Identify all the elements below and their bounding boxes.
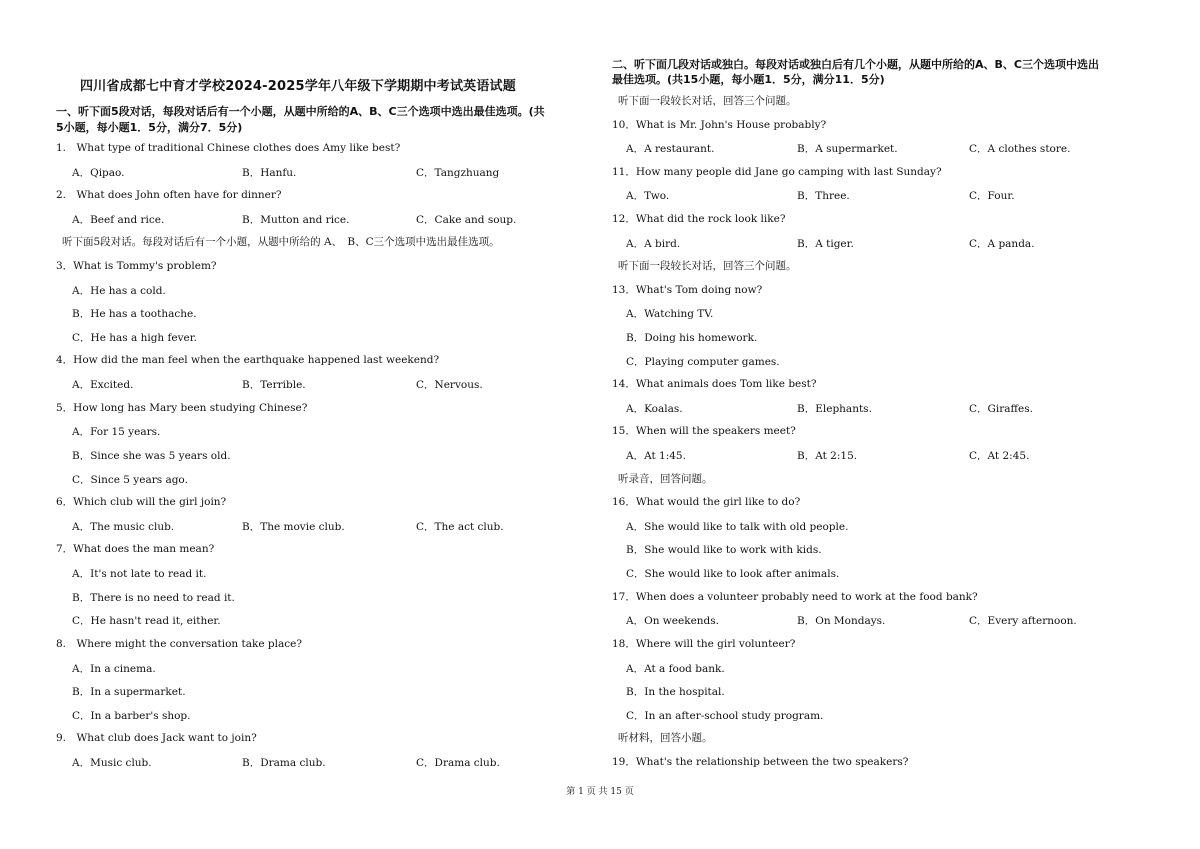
instruction-recording: 听录音，回答问题。: [618, 473, 713, 485]
page-title: 四川省成都七中育才学校2024-2025学年八年级下学期期中考试英语试题: [80, 79, 516, 94]
q6-option-a: A．The music club.: [72, 521, 175, 533]
q1-option-a: A．Qipao.: [72, 167, 125, 179]
question-8: 8. Where might the conversation take place?: [56, 638, 302, 650]
q2-option-b: B．Mutton and rice.: [242, 214, 350, 226]
q17-option-a: A．On weekends.: [626, 615, 719, 627]
q16-option-b: B．She would like to work with kids.: [626, 544, 822, 556]
q18-option-a: A．At a food bank.: [626, 663, 725, 675]
q17-option-c: C．Every afternoon.: [969, 615, 1077, 627]
question-1: 1. What type of traditional Chinese clothes does Amy like best?: [56, 142, 401, 154]
q11-option-b: B．Three.: [797, 190, 850, 202]
q14-option-b: B．Elephants.: [797, 403, 872, 415]
q9-option-b: B．Drama club.: [242, 757, 326, 769]
page-footer: 第 1 页 共 15 页: [566, 787, 634, 797]
q5-option-b: B．Since she was 5 years old.: [72, 450, 231, 462]
q15-option-b: B．At 2:15.: [797, 450, 858, 462]
q4-option-c: C．Nervous.: [416, 379, 483, 391]
section-2-heading-cont: 最佳选项。(共15小题，每小题1．5分，满分11．5分): [612, 73, 885, 86]
q11-option-a: A．Two.: [626, 190, 670, 202]
q2-option-a: A．Beef and rice.: [72, 214, 165, 226]
q8-option-c: C．In a barber's shop.: [72, 710, 191, 722]
q12-option-c: C．A panda.: [969, 238, 1035, 250]
q7-option-b: B．There is no need to read it.: [72, 592, 235, 604]
question-5: 5．How long has Mary been studying Chinese?: [56, 402, 308, 414]
q16-option-a: A．She would like to talk with old people.: [626, 521, 849, 533]
q1-option-c: C．Tangzhuang: [416, 167, 500, 179]
instruction-2: 听下面5段对话。每段对话后有一个小题，从题中所给的 A、 B、C三个选项中选出最佳选项。: [62, 236, 500, 248]
q9-option-a: A．Music club.: [72, 757, 152, 769]
question-14: 14．What animals does Tom like best?: [612, 378, 817, 390]
question-3: 3．What is Tommy's problem?: [56, 260, 217, 272]
question-4: 4．How did the man feel when the earthquake happened last weekend?: [56, 354, 440, 366]
question-16: 16．What would the girl like to do?: [612, 496, 801, 508]
question-19: 19．What's the relationship between the two speakers?: [612, 756, 909, 768]
q8-option-a: A．In a cinema.: [72, 663, 156, 675]
q14-option-c: C．Giraffes.: [969, 403, 1033, 415]
q11-option-c: C．Four.: [969, 190, 1015, 202]
q5-option-a: A．For 15 years.: [72, 426, 161, 438]
q7-option-a: A．It's not late to read it.: [72, 568, 207, 580]
q6-option-c: C．The act club.: [416, 521, 504, 533]
question-15: 15．When will the speakers meet?: [612, 425, 796, 437]
q18-option-c: C．In an after-school study program.: [626, 710, 824, 722]
question-2: 2. What does John often have for dinner?: [56, 189, 282, 201]
q16-option-c: C．She would like to look after animals.: [626, 568, 840, 580]
instruction-material: 听材料，回答小题。: [618, 732, 713, 744]
question-10: 10．What is Mr. John's House probably?: [612, 119, 827, 131]
q1-option-b: B．Hanfu.: [242, 167, 297, 179]
q10-option-b: B．A supermarket.: [797, 143, 898, 155]
q13-option-a: A．Watching TV.: [626, 308, 714, 320]
question-17: 17．When does a volunteer probably need to work at the food bank?: [612, 591, 978, 603]
question-13: 13．What's Tom doing now?: [612, 284, 763, 296]
q2-option-c: C．Cake and soup.: [416, 214, 517, 226]
q5-option-c: C．Since 5 years ago.: [72, 474, 188, 486]
q3-option-c: C．He has a high fever.: [72, 332, 197, 344]
q13-option-c: C．Playing computer games.: [626, 356, 780, 368]
q4-option-a: A．Excited.: [72, 379, 134, 391]
instruction-long-dialogue-2: 听下面一段较长对话，回答三个问题。: [618, 260, 797, 272]
q3-option-a: A．He has a cold.: [72, 285, 166, 297]
section-1-heading: 一、听下面5段对话，每段对话后有一个小题，从题中所给的A、B、C三个选项中选出最佳选项。(共: [56, 105, 545, 118]
q12-option-a: A．A bird.: [626, 238, 681, 250]
section-1-heading-cont: 5小题，每小题1．5分，满分7．5分): [56, 121, 243, 134]
question-18: 18．Where will the girl volunteer?: [612, 638, 796, 650]
q17-option-b: B．On Mondays.: [797, 615, 886, 627]
question-6: 6．Which club will the girl join?: [56, 496, 227, 508]
q15-option-a: A．At 1:45.: [626, 450, 686, 462]
q4-option-b: B．Terrible.: [242, 379, 306, 391]
instruction-long-dialogue-1: 听下面一段较长对话，回答三个问题。: [618, 95, 797, 107]
q8-option-b: B．In a supermarket.: [72, 686, 186, 698]
question-7: 7．What does the man mean?: [56, 543, 215, 555]
q6-option-b: B．The movie club.: [242, 521, 345, 533]
q14-option-a: A．Koalas.: [626, 403, 683, 415]
q15-option-c: C．At 2:45.: [969, 450, 1030, 462]
q18-option-b: B．In the hospital.: [626, 686, 725, 698]
q7-option-c: C．He hasn't read it, either.: [72, 615, 221, 627]
q9-option-c: C．Drama club.: [416, 757, 500, 769]
q10-option-c: C．A clothes store.: [969, 143, 1071, 155]
q10-option-a: A．A restaurant.: [626, 143, 715, 155]
q3-option-b: B．He has a toothache.: [72, 308, 197, 320]
section-2-heading: 二、听下面几段对话或独白。每段对话或独白后有几个小题，从题中所给的A、B、C三个选项中选出: [612, 58, 1099, 71]
question-9: 9. What club does Jack want to join?: [56, 732, 257, 744]
q13-option-b: B．Doing his homework.: [626, 332, 758, 344]
q12-option-b: B．A tiger.: [797, 238, 854, 250]
question-11: 11．How many people did Jane go camping with last Sunday?: [612, 166, 942, 178]
question-12: 12．What did the rock look like?: [612, 213, 786, 225]
